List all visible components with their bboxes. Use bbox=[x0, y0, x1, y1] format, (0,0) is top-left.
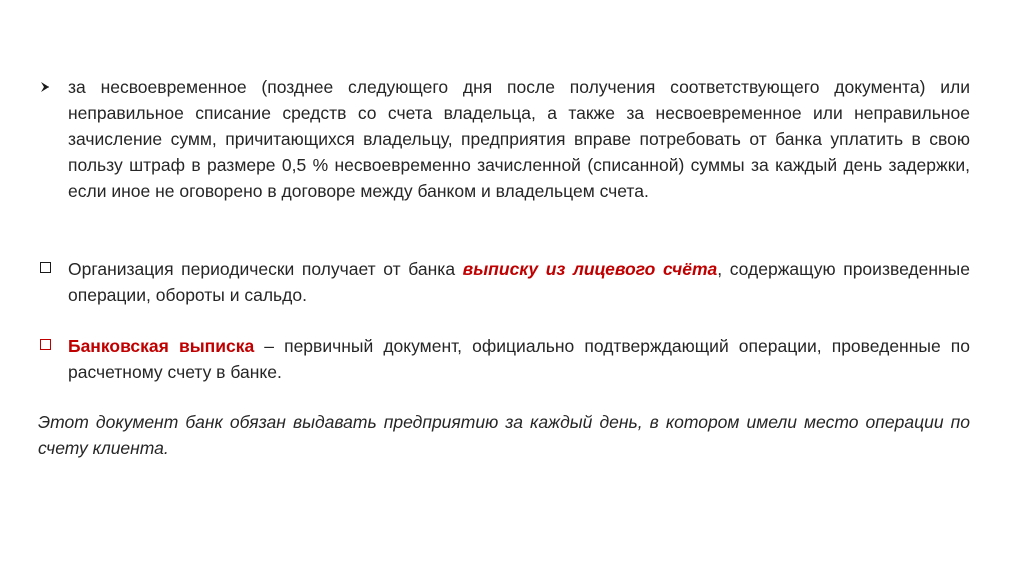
bullet-item-statement bbox=[38, 256, 970, 308]
text-before: Организация периодически получает от банка bbox=[68, 259, 463, 279]
bullet-text bbox=[68, 333, 970, 385]
closing-note: Этот документ банк обязан выдавать предприятию за каждый день, в котором имели место операции по счету клиента. bbox=[38, 412, 970, 458]
highlight-term: выписку из лицевого счёта bbox=[462, 259, 718, 279]
bullet-text bbox=[68, 256, 970, 308]
bullet-item-penalty bbox=[38, 74, 970, 204]
bullet-text: за несвоевременное (позднее следующего дня после получения соответствующего документа) или неправильное списание средств со счета владельца, а также за несвоевременное или неправильное зачисление сумм, причитающихся владельцу, предприятия вправе потребовать от банка уплатить в свою пользу штраф в размере 0,5 % несвоевременно зачисленной (списанной) суммы за каждый день задержки, если иное не оговорено в договоре между банком и владельцем счета. bbox=[68, 77, 970, 201]
text-after: – первичный документ, официально подтверждающий операции, проведенные по расчетному счету в банке. bbox=[68, 336, 970, 382]
square-bullet-icon-red bbox=[38, 333, 60, 359]
highlight-term: Банковская выписка bbox=[68, 336, 255, 356]
square-bullet-icon bbox=[38, 256, 60, 282]
bullet-item-definition bbox=[38, 333, 970, 385]
text-after: , содержащую произведенные операции, обороты и сальдо. bbox=[68, 259, 970, 305]
arrow-bullet-icon bbox=[38, 74, 60, 100]
